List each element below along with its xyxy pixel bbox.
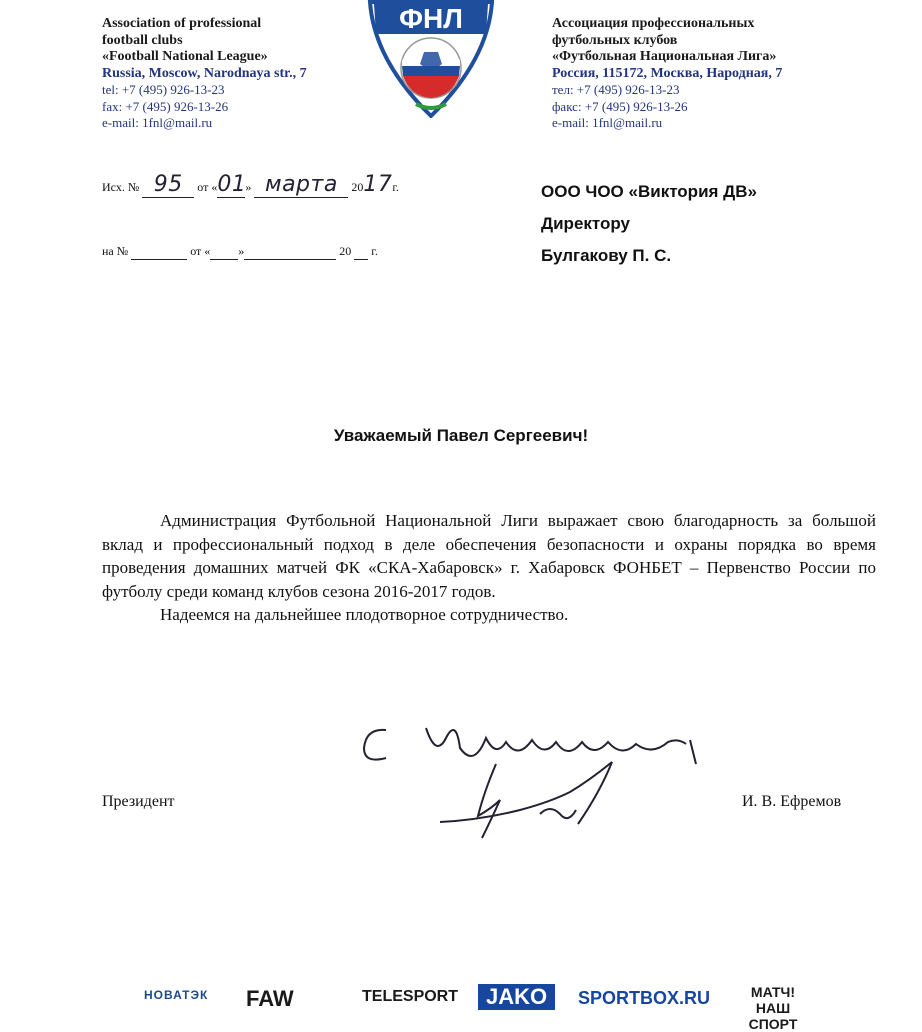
incoming-ref-year-prefix: 20 <box>339 244 352 258</box>
recipient-org: ООО ЧОО «Виктория ДВ» <box>541 182 758 201</box>
incoming-ref-close: » <box>238 244 245 258</box>
fax-ru: факс: +7 (495) 926-13-26 <box>552 98 688 114</box>
outgoing-ref-prefix: Исх. № <box>102 180 140 194</box>
sponsor-sportbox: SPORTBOX.RU <box>578 988 711 1008</box>
address-ru: Россия, 115172, Москва, Народная, 7 <box>552 65 783 81</box>
header-left-block <box>102 16 362 132</box>
letter-body <box>102 509 876 627</box>
sponsor-jako: JAKO <box>478 984 555 1010</box>
incoming-ref-prefix: на № <box>102 244 129 258</box>
signatory-title: Президент <box>102 793 175 810</box>
org-name-ru-line2: футбольных клубов <box>552 32 678 48</box>
address-en: Russia, Moscow, Narodnaya str., 7 <box>102 65 307 81</box>
sponsor-telesport: TELESPORT <box>362 988 459 1005</box>
outgoing-ref-year-prefix: 20 <box>351 180 364 194</box>
tel-en: tel: +7 (495) 926-13-23 <box>102 82 225 97</box>
greeting: Уважаемый Павел Сергеевич! <box>333 426 589 445</box>
org-name-ru-line3: «Футбольная Национальная Лига» <box>552 49 777 64</box>
signatory-name: И. В. Ефремов <box>742 793 842 810</box>
signature-mark <box>400 752 640 842</box>
incoming-ref <box>102 244 378 260</box>
outgoing-ref-from: от « <box>197 180 218 194</box>
org-name-ru-line1: Ассоциация профессиональных <box>552 16 755 31</box>
outgoing-ref-close: » <box>245 180 252 194</box>
tel-ru: тел: +7 (495) 926-13-23 <box>552 82 680 97</box>
outgoing-ref-day: 01 <box>217 172 247 197</box>
incoming-ref-from: от « <box>190 244 211 258</box>
sponsor-logos <box>130 984 820 1032</box>
incoming-ref-year-suffix: г. <box>371 244 378 258</box>
outgoing-ref-year-suffix: г. <box>392 180 399 194</box>
email-ru: e-mail: 1fnl@mail.ru <box>552 115 663 130</box>
header-right-block <box>552 16 912 132</box>
org-name-en-line3: «Football National League» <box>102 49 268 64</box>
sponsor-faw: FAW <box>246 986 294 1011</box>
body-paragraph-1: Администрация Футбольной Национальной Лиги выражает свою благодарность за большой вклад и профессиональный подход в деле обеспечения безопасности и охраны порядка во время проведения домашних матчей ФК «СКА-Хабаровск» г. Хабаровск ФОНБЕТ – Первенство России по футболу среди команд клубов сезона 2016-2017 годов. <box>102 511 876 601</box>
org-name-en-line2: football clubs <box>102 32 183 48</box>
sponsor-match: МАТЧ! НАШ СПОРТ <box>748 984 798 1032</box>
outgoing-ref-year: 17 <box>363 172 393 197</box>
org-name-en-line1: Association of professional <box>102 16 262 31</box>
recipient-position: Директору <box>541 214 631 233</box>
logo-text: ФНЛ <box>399 3 463 34</box>
sponsor-novatek: НОВАТЭК <box>144 988 209 1002</box>
recipient-name: Булгакову П. С. <box>541 246 672 265</box>
email-en: e-mail: 1fnl@mail.ru <box>102 115 213 130</box>
fnl-logo <box>362 0 500 118</box>
body-paragraph-2: Надеемся на дальнейшее плодотворное сотрудничество. <box>160 605 569 624</box>
outgoing-ref-number: 95 <box>142 172 194 198</box>
outgoing-ref-month: марта <box>254 172 348 198</box>
outgoing-ref <box>102 172 399 198</box>
fax-en: fax: +7 (495) 926-13-26 <box>102 98 229 114</box>
